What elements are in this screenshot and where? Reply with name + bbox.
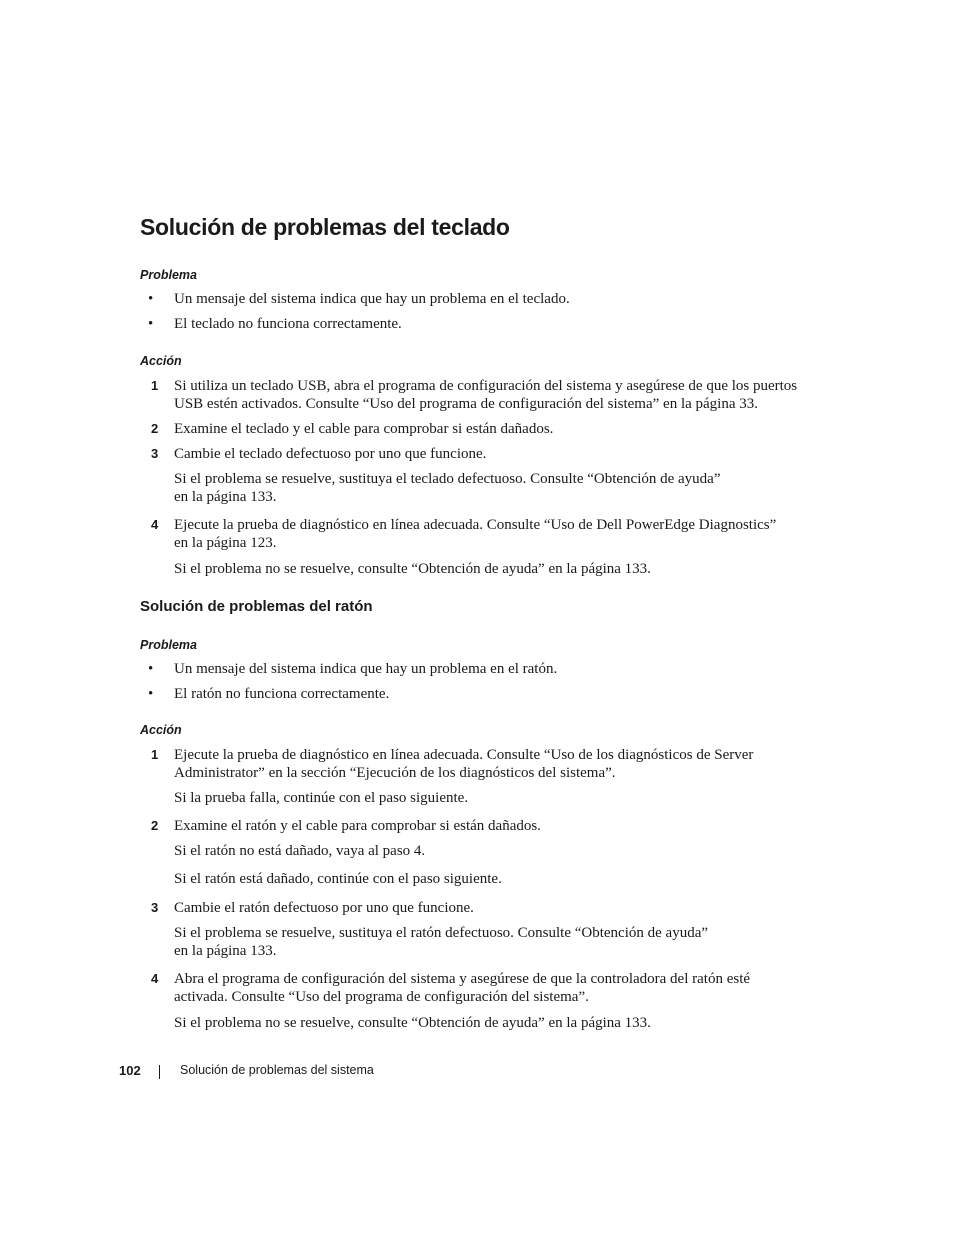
list-item: El teclado no funciona correctamente. (174, 316, 402, 332)
step-note: Si el ratón está dañado, continúe con el paso siguiente. (174, 871, 502, 887)
step-text: Cambie el ratón defectuoso por uno que funcione. (174, 900, 474, 916)
bullet-icon: • (148, 291, 154, 307)
action-label: Acción (140, 723, 182, 737)
step-note: Si el problema no se resuelve, consulte “Obtención de ayuda” en la página 133. (174, 1015, 651, 1031)
step-note: Si el problema se resuelve, sustituya el ratón defectuoso. Consulte “Obtención de ayuda” (174, 925, 709, 941)
footer-divider (159, 1065, 160, 1079)
step-note: Si el problema no se resuelve, consulte “Obtención de ayuda” en la página 133. (174, 561, 651, 577)
step-number: 4 (151, 517, 159, 532)
step-number: 3 (151, 446, 159, 461)
step-number: 2 (151, 818, 159, 833)
action-label: Acción (140, 354, 182, 368)
step-text: Examine el ratón y el cable para comprobar si están dañados. (174, 818, 541, 834)
step-note: Si el ratón no está dañado, vaya al paso 4. (174, 843, 426, 859)
list-item: Un mensaje del sistema indica que hay un problema en el teclado. (174, 291, 570, 307)
problem-label: Problema (140, 638, 197, 652)
step-note: Si la prueba falla, continúe con el paso siguiente. (174, 790, 469, 806)
step-note: en la página 133. (174, 943, 277, 959)
section-heading: Solución de problemas del ratón (140, 598, 373, 615)
step-text: Cambie el teclado defectuoso por uno que funcione. (174, 446, 487, 462)
bullet-icon: • (148, 661, 154, 677)
problem-label: Problema (140, 268, 197, 282)
list-item: El ratón no funciona correctamente. (174, 686, 390, 702)
step-text: en la página 123. (174, 535, 277, 551)
page-number: 102 (119, 1063, 141, 1078)
step-text: Examine el teclado y el cable para comprobar si están dañados. (174, 421, 554, 437)
bullet-icon: • (148, 316, 154, 332)
step-number: 3 (151, 900, 159, 915)
step-text: Ejecute la prueba de diagnóstico en línea adecuada. Consulte “Uso de los diagnósticos de Server (174, 747, 754, 763)
step-text: Ejecute la prueba de diagnóstico en línea adecuada. Consulte “Uso de Dell PowerEdge Diagnostics” (174, 517, 777, 533)
step-note: Si el problema se resuelve, sustituya el teclado defectuoso. Consulte “Obtención de ayuda” (174, 471, 721, 487)
step-number: 1 (151, 747, 159, 762)
page-title: Solución de problemas del teclado (140, 214, 510, 240)
step-number: 1 (151, 378, 159, 393)
list-item: Un mensaje del sistema indica que hay un problema en el ratón. (174, 661, 558, 677)
step-text: activada. Consulte “Uso del programa de configuración del sistema”. (174, 989, 589, 1005)
step-number: 4 (151, 971, 159, 986)
step-number: 2 (151, 421, 159, 436)
footer-chapter-title: Solución de problemas del sistema (180, 1063, 374, 1077)
step-text: Administrator” en la sección “Ejecución de los diagnósticos del sistema”. (174, 765, 616, 781)
bullet-icon: • (148, 686, 154, 702)
step-note: en la página 133. (174, 489, 277, 505)
step-text: Si utiliza un teclado USB, abra el programa de configuración del sistema y asegúrese de que los puertos (174, 378, 798, 394)
step-text: Abra el programa de configuración del sistema y asegúrese de que la controladora del ratón esté (174, 971, 751, 987)
step-text: USB estén activados. Consulte “Uso del programa de configuración del sistema” en la página 33. (174, 396, 759, 412)
